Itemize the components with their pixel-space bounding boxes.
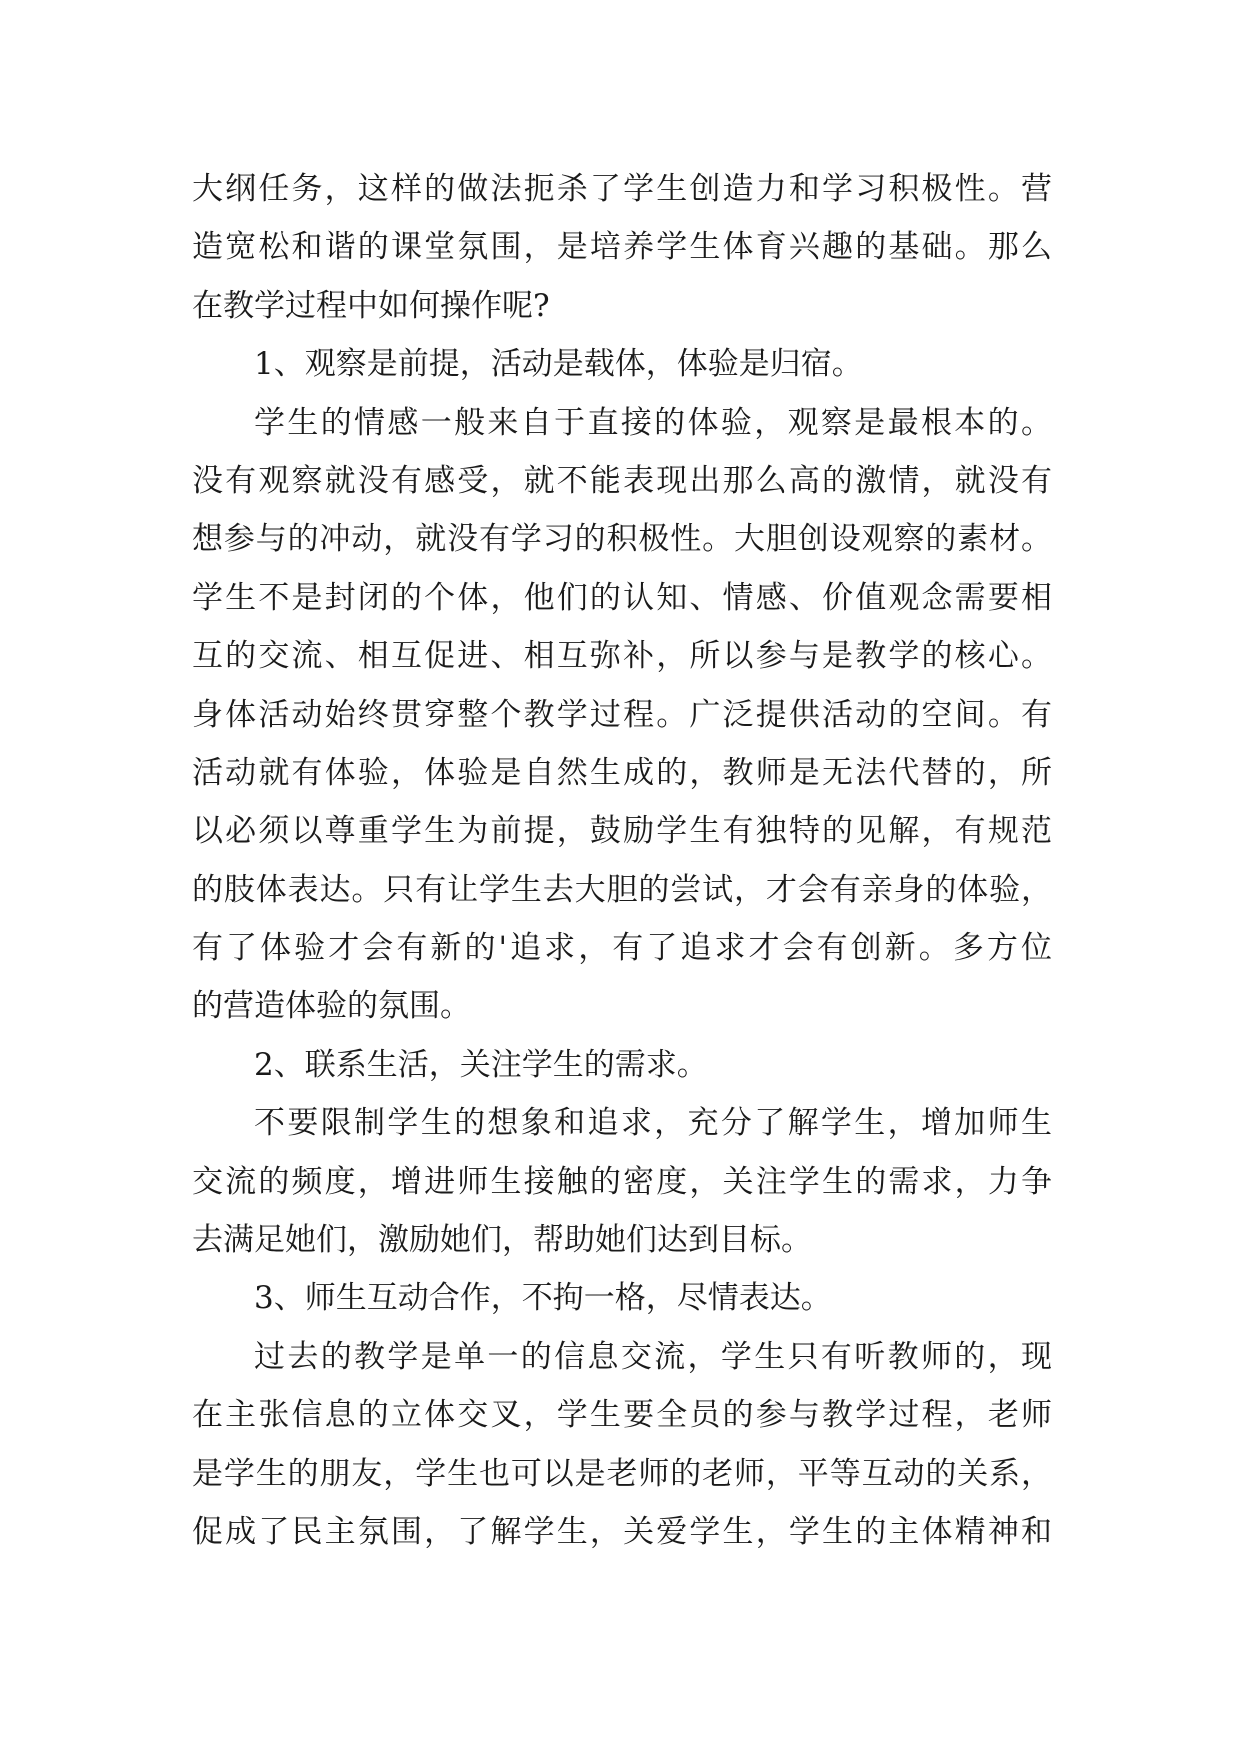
text-line: 想参与的冲动，就没有学习的积极性。大胆创设观察的素材。: [192, 521, 1052, 558]
text-line: 没有观察就没有感受，就不能表现出那么高的激情，就没有: [192, 462, 1052, 499]
text-line: 在教学过程中如何操作呢?: [192, 287, 550, 324]
text-line: 身体活动始终贯穿整个教学过程。广泛提供活动的空间。有: [192, 696, 1052, 733]
body-text: [192, 160, 1052, 1561]
section-heading-2: 2、联系生活，关注学生的需求。: [254, 1046, 708, 1083]
text-line: 有了体验才会有新的'追求，有了追求才会有创新。多方位: [192, 930, 1052, 967]
text-line: 在主张信息的立体交叉，学生要全员的参与教学过程，老师: [192, 1397, 1052, 1434]
text-line: 造宽松和谐的课堂氛围，是培养学生体育兴趣的基础。那么: [192, 229, 1052, 266]
text-line: 交流的频度，增进师生接触的密度，关注学生的需求，力争: [192, 1163, 1052, 1200]
section-heading-1: 1、观察是前提，活动是载体，体验是归宿。: [254, 346, 863, 383]
text-line: 的肢体表达。只有让学生去大胆的尝试，才会有亲身的体验，: [192, 871, 1052, 908]
paragraph-first-line: 不要限制学生的想象和追求，充分了解学生，增加师生: [254, 1105, 1052, 1142]
text-line: 促成了民主氛围，了解学生，关爱学生，学生的主体精神和: [192, 1513, 1052, 1550]
paragraph-first-line: 过去的教学是单一的信息交流，学生只有听教师的，现: [254, 1338, 1052, 1375]
text-line: 大纲任务，这样的做法扼杀了学生创造力和学习积极性。营: [192, 171, 1052, 207]
text-line: 的营造体验的氛围。: [192, 988, 471, 1025]
text-line: 学生不是封闭的个体，他们的认知、情感、价值观念需要相: [192, 579, 1052, 616]
text-line: 去满足她们，激励她们，帮助她们达到目标。: [192, 1222, 812, 1259]
text-line: 互的交流、相互促进、相互弥补，所以参与是教学的核心。: [192, 638, 1052, 675]
paragraph-first-line: 学生的情感一般来自于直接的体验，观察是最根本的。: [254, 404, 1052, 441]
text-line: 活动就有体验，体验是自然生成的，教师是无法代替的，所: [192, 754, 1052, 791]
section-heading-3: 3、师生互动合作，不拘一格，尽情表达。: [254, 1280, 832, 1317]
text-line: 以必须以尊重学生为前提，鼓励学生有独特的见解，有规范: [192, 813, 1052, 850]
text-line: 是学生的朋友，学生也可以是老师的老师，平等互动的关系，: [192, 1455, 1052, 1492]
